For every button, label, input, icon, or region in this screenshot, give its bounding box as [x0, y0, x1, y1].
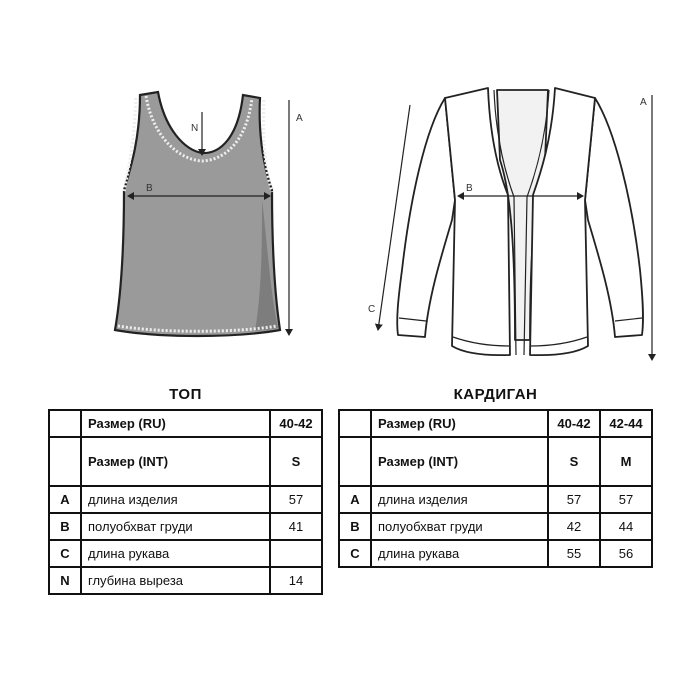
table-row: [49, 540, 322, 567]
table-row: [49, 410, 322, 437]
row-code: B: [339, 513, 371, 540]
row-value: 41: [270, 513, 322, 540]
label-b-top: B: [146, 183, 153, 194]
row-value: 57: [548, 486, 600, 513]
table-cell: [339, 437, 371, 486]
size-int-value: M: [600, 437, 652, 486]
cardigan-size-table: [338, 409, 653, 568]
row-value: 42: [548, 513, 600, 540]
row-label: полуобхват груди: [371, 513, 548, 540]
header-size-int: Размер (INT): [371, 437, 548, 486]
tank-top-illustration: [115, 92, 303, 336]
top-table-title: ТОП: [169, 386, 202, 403]
size-ru-value: 42-44: [600, 410, 652, 437]
header-size-ru: Размер (RU): [371, 410, 548, 437]
row-value: [270, 540, 322, 567]
table-row: [339, 437, 652, 486]
row-label: длина изделия: [81, 486, 270, 513]
label-a-cardigan: A: [640, 97, 647, 108]
row-value: 56: [600, 540, 652, 567]
label-a-top: A: [296, 113, 303, 124]
label-n: N: [191, 123, 199, 134]
table-cell: [49, 437, 81, 486]
label-c: C: [368, 304, 376, 315]
label-b-cardigan: B: [466, 183, 473, 194]
row-label: длина рукава: [371, 540, 548, 567]
row-label: длина изделия: [371, 486, 548, 513]
table-row: [339, 410, 652, 437]
row-value: 14: [270, 567, 322, 594]
table-row: [49, 437, 322, 486]
cardigan-illustration: [397, 88, 643, 355]
row-value: 57: [270, 486, 322, 513]
table-row: [339, 486, 652, 513]
size-ru-value: 40-42: [270, 410, 322, 437]
row-code: C: [339, 540, 371, 567]
row-code: C: [49, 540, 81, 567]
row-value: 57: [600, 486, 652, 513]
table-row: [49, 567, 322, 594]
row-value: 44: [600, 513, 652, 540]
cardigan-right-sleeve: [585, 98, 643, 337]
row-label: длина рукава: [81, 540, 270, 567]
cardigan-table-title: КАРДИГАН: [453, 386, 538, 403]
table-row: [339, 513, 652, 540]
row-code: A: [49, 486, 81, 513]
size-int-value: S: [270, 437, 322, 486]
table-cell: [339, 410, 371, 437]
row-code: N: [49, 567, 81, 594]
table-cell: [49, 410, 81, 437]
table-row: [49, 486, 322, 513]
size-ru-value: 40-42: [548, 410, 600, 437]
row-code: A: [339, 486, 371, 513]
table-row: [49, 513, 322, 540]
header-size-ru: Размер (RU): [81, 410, 270, 437]
row-value: 55: [548, 540, 600, 567]
top-size-table: [48, 409, 323, 595]
row-label: полуобхват груди: [81, 513, 270, 540]
size-int-value: S: [548, 437, 600, 486]
row-label: глубина выреза: [81, 567, 270, 594]
table-row: [339, 540, 652, 567]
row-code: B: [49, 513, 81, 540]
header-size-int: Размер (INT): [81, 437, 270, 486]
